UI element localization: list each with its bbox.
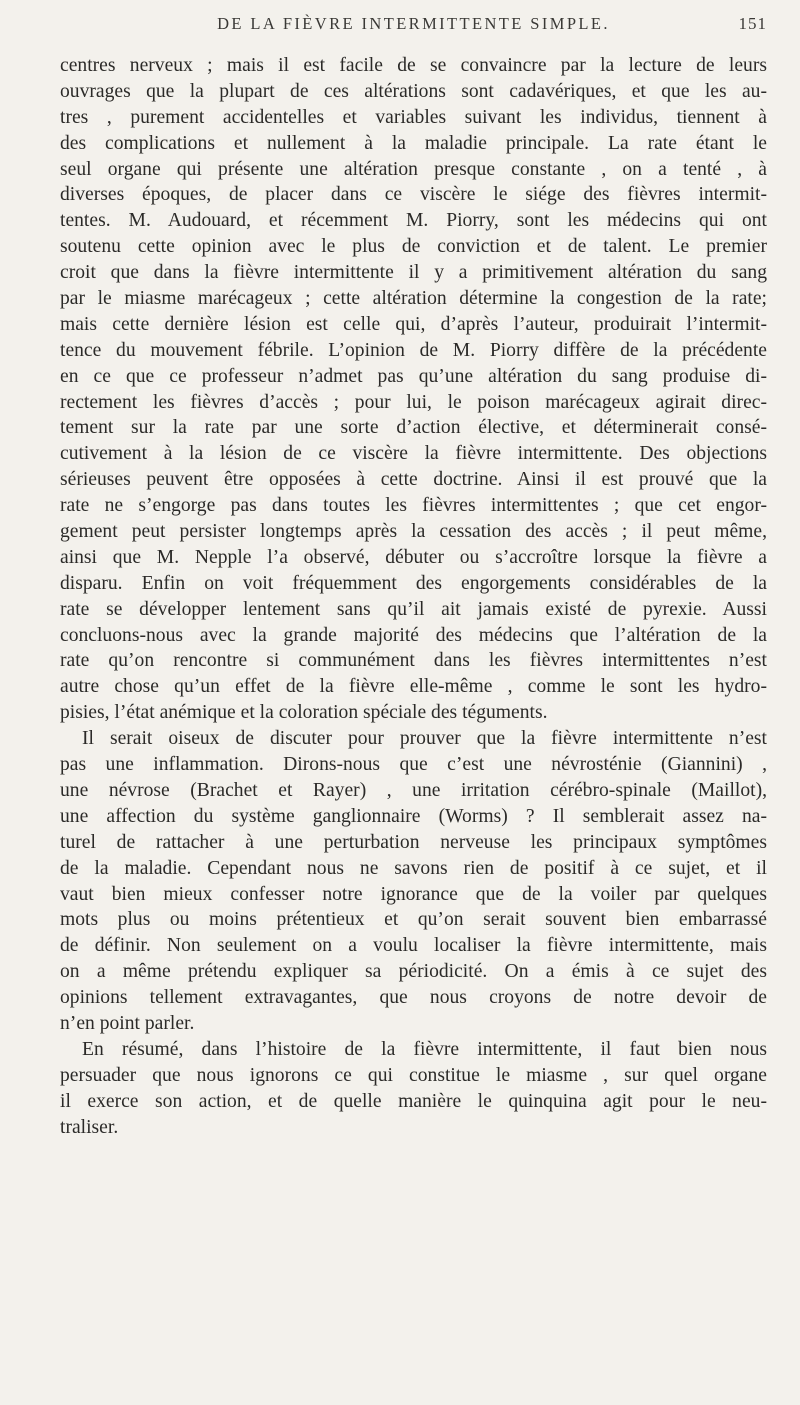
body-text	[60, 53, 767, 1140]
text-line: tres , purement accidentelles et variables suivant les individus, tiennent à	[60, 106, 767, 128]
text-line: rectement les fièvres d’accès ; pour lui, le poison marécageux agirait direc-	[60, 391, 767, 413]
text-line: rate qu’on rencontre si communément dans les fièvres intermittentes n’est	[60, 650, 767, 672]
text-line: n’en point parler.	[60, 1012, 195, 1034]
text-line: turel de rattacher à une perturbation nerveuse les principaux symptômes	[60, 831, 767, 853]
text-line: en ce que ce professeur n’admet pas qu’une altération du sang produise di-	[60, 365, 767, 387]
page-number: 151	[738, 14, 767, 33]
text-line: disparu. Enfin on voit fréquemment des engorgements considérables de la	[60, 572, 767, 594]
text-line: tence du mouvement fébrile. L’opinion de M. Piorry diffère de la précédente	[60, 339, 767, 361]
text-line: persuader que nous ignorons ce qui constitue le miasme , sur quel organe	[60, 1064, 767, 1086]
text-line: soutenu cette opinion avec le plus de conviction et de talent. Le premier	[60, 236, 767, 258]
text-line: tement sur la rate par une sorte d’action élective, et déterminerait consé-	[60, 417, 767, 439]
text-line: il exerce son action, et de quelle manière le quinquina agit pour le neu-	[60, 1090, 767, 1112]
text-line: En résumé, dans l’histoire de la fièvre intermittente, il faut bien nous	[82, 1038, 767, 1060]
text-line: ainsi que M. Nepple l’a observé, débuter ou s’accroître lorsque la fièvre a	[60, 546, 767, 568]
text-line: seul organe qui présente une altération presque constante , on a tenté , à	[60, 158, 767, 180]
text-line: diverses époques, de placer dans ce viscère le siége des fièvres intermit-	[60, 184, 767, 206]
text-line: ouvrages que la plupart de ces altérations sont cadavériques, et que les au-	[60, 80, 767, 102]
text-line: Il serait oiseux de discuter pour prouver que la fièvre intermittente n’est	[82, 728, 767, 750]
text-line: rate ne s’engorge pas dans toutes les fièvres intermittentes ; que cet engor-	[60, 495, 767, 517]
text-line: rate se développer lentement sans qu’il ait jamais existé de pyrexie. Aussi	[60, 598, 767, 620]
text-line: sérieuses peuvent être opposées à cette doctrine. Ainsi il est prouvé que la	[60, 469, 767, 491]
text-line: pisies, l’état anémique et la coloration spéciale des téguments.	[60, 702, 548, 724]
running-head	[60, 14, 767, 48]
text-line: mots plus ou moins prétentieux et qu’on serait souvent bien embarrassé	[60, 909, 767, 931]
text-line: des complications et nullement à la maladie principale. La rate étant le	[60, 132, 767, 154]
text-line: une affection du système ganglionnaire (Worms) ? Il semblerait assez na-	[60, 805, 767, 827]
text-line: cutivement à la lésion de ce viscère la fièvre intermittente. Des objections	[60, 443, 767, 465]
text-line: autre chose qu’un effet de la fièvre elle-même , comme le sont les hydro-	[60, 676, 767, 698]
text-line: de la maladie. Cependant nous ne savons rien de positif à ce sujet, et il	[60, 857, 767, 879]
text-line: une névrose (Brachet et Rayer) , une irritation cérébro-spinale (Maillot),	[60, 779, 767, 801]
text-line: par le miasme marécageux ; cette altération détermine la congestion de la rate;	[60, 288, 767, 310]
text-line: de définir. Non seulement on a voulu localiser la fièvre intermittente, mais	[60, 935, 767, 957]
text-line: traliser.	[60, 1116, 119, 1138]
text-line: centres nerveux ; mais il est facile de se convaincre par la lecture de leurs	[60, 55, 767, 76]
text-line: opinions tellement extravagantes, que nous croyons de notre devoir de	[60, 987, 767, 1009]
text-line: croit que dans la fièvre intermittente il y a primitivement altération du sang	[60, 262, 767, 284]
text-line: gement peut persister longtemps après la cessation des accès ; il peut même,	[60, 521, 767, 543]
text-line: vaut bien mieux confesser notre ignorance que de la voiler par quelques	[60, 883, 767, 905]
running-title: DE LA FIÈVRE INTERMITTENTE SIMPLE.	[217, 14, 610, 33]
text-line: on a même prétendu expliquer sa périodicité. On a émis à ce sujet des	[60, 961, 767, 983]
text-line: pas une inflammation. Dirons-nous que c’est une névrosténie (Giannini) ,	[60, 754, 767, 776]
text-line: tentes. M. Audouard, et récemment M. Piorry, sont les médecins qui ont	[60, 210, 767, 232]
text-line: mais cette dernière lésion est celle qui, d’après l’auteur, produirait l’intermit-	[60, 313, 767, 335]
text-line: concluons-nous avec la grande majorité des médecins que l’altération de la	[60, 624, 767, 646]
